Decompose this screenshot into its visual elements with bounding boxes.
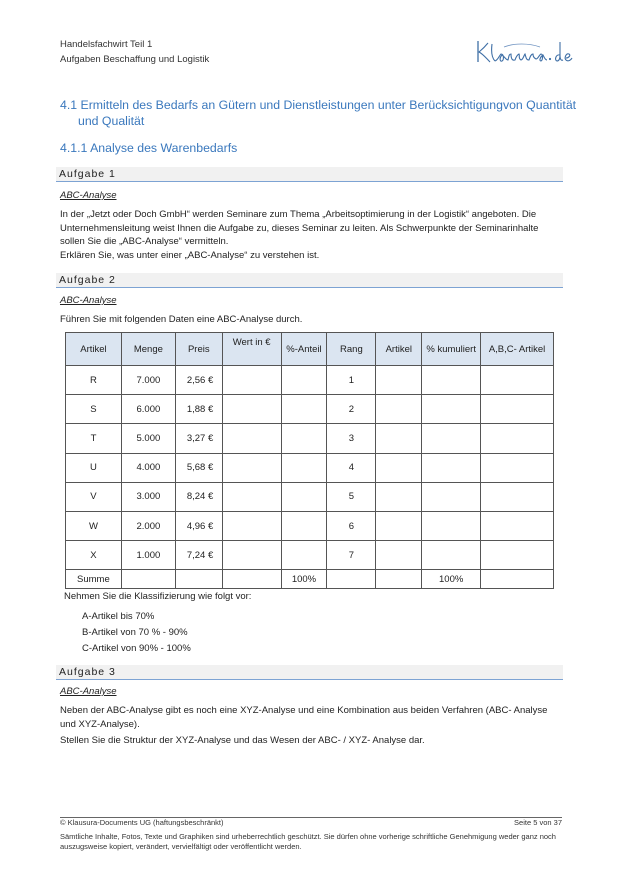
- cell-preis: 8,24 €: [175, 482, 222, 511]
- cell-preis: 3,27 €: [175, 424, 222, 453]
- page-header: [60, 37, 209, 67]
- cell-anteil: [281, 511, 327, 540]
- col-header-artikel-sorted: Artikel: [376, 333, 422, 366]
- cell-abc: [481, 366, 554, 395]
- cell-menge: 4.000: [121, 453, 175, 482]
- cell-wert: [222, 366, 281, 395]
- cell-artikel: X: [66, 541, 122, 570]
- cell-artikel-sorted: [376, 541, 422, 570]
- col-header-preis: Preis: [175, 333, 222, 366]
- cell-rang: 3: [327, 424, 376, 453]
- cell-sum-kumuliert: 100%: [422, 570, 481, 589]
- task1-paragraph: In der „Jetzt oder Doch GmbH“ werden Seminare zum Thema „Arbeitsoptimierung in der Logistik“ angeboten. Die Unternehmensleitung weist Ihnen die Aufgabe zu, dieses Seminar zu leiten. Als Schwerpunkte der Seminarinhalte sollen Sie die „ABC-Analyse“ vermitteln.: [60, 209, 539, 247]
- cell-abc: [481, 541, 554, 570]
- cell-artikel: S: [66, 395, 122, 424]
- task1-subtitle: ABC-Analyse: [60, 190, 117, 201]
- cell-abc: [481, 511, 554, 540]
- task2-title-bar: [56, 273, 563, 288]
- cell-sum-preis: [175, 570, 222, 589]
- header-course: Handelsfachwirt Teil 1: [60, 39, 153, 50]
- cell-kumuliert: [422, 482, 481, 511]
- col-header-kumuliert: % kumuliert: [422, 333, 481, 366]
- cell-rang: 1: [327, 366, 376, 395]
- cell-sum-menge: [121, 570, 175, 589]
- cell-artikel-sorted: [376, 511, 422, 540]
- cell-sum-artikel-sorted: [376, 570, 422, 589]
- cell-wert: [222, 482, 281, 511]
- classification-note: Nehmen Sie die Klassifizierung wie folgt vor:: [64, 591, 252, 602]
- cell-preis: 4,96 €: [175, 511, 222, 540]
- cell-artikel: T: [66, 424, 122, 453]
- cell-menge: 7.000: [121, 366, 175, 395]
- col-header-abc-artikel: A,B,C- Artikel: [481, 333, 554, 366]
- cell-wert: [222, 541, 281, 570]
- cell-rang: 5: [327, 482, 376, 511]
- table-row: [66, 453, 554, 482]
- task2-intro: Führen Sie mit folgenden Daten eine ABC-Analyse durch.: [60, 314, 303, 325]
- cell-anteil: [281, 366, 327, 395]
- cell-preis: 7,24 €: [175, 541, 222, 570]
- col-header-menge: Menge: [121, 333, 175, 366]
- task2-title: Aufgabe 2: [59, 274, 116, 286]
- cell-menge: 5.000: [121, 424, 175, 453]
- table-row: [66, 366, 554, 395]
- section-heading-4-1-1: 4.1.1 Analyse des Warenbedarfs: [60, 141, 238, 155]
- classification-list: [82, 609, 191, 657]
- cell-sum-rang: [327, 570, 376, 589]
- cell-anteil: [281, 395, 327, 424]
- cell-kumuliert: [422, 453, 481, 482]
- cell-sum-label: Summe: [66, 570, 122, 589]
- cell-kumuliert: [422, 395, 481, 424]
- class-a-item: A-Artikel bis 70%: [82, 611, 155, 622]
- cell-sum-anteil: 100%: [281, 570, 327, 589]
- footer-legal-notice: Sämtliche Inhalte, Fotos, Texte und Graphiken sind urheberrechtlich geschützt. Sie dürfen ohne vorherige schriftliche Genehmigung weder ganz noch auszugsweise kopiert, verändert, vervielfältigt oder veröffentlicht werden.: [60, 832, 556, 851]
- cell-artikel-sorted: [376, 453, 422, 482]
- col-header-anteil: %-Anteil: [281, 333, 327, 366]
- footer-copyright: © Klausura-Documents UG (haftungsbeschränkt): [60, 818, 224, 827]
- cell-wert: [222, 424, 281, 453]
- cell-kumuliert: [422, 511, 481, 540]
- cell-wert: [222, 395, 281, 424]
- task1-question: Erklären Sie, was unter einer „ABC-Analyse“ zu verstehen ist.: [60, 250, 320, 261]
- cell-rang: 4: [327, 453, 376, 482]
- cell-artikel-sorted: [376, 366, 422, 395]
- cell-artikel-sorted: [376, 482, 422, 511]
- task1-title: Aufgabe 1: [59, 168, 116, 180]
- table-row: [66, 395, 554, 424]
- col-header-wert: Wert in €: [222, 333, 281, 366]
- task2-subtitle: ABC-Analyse: [60, 295, 117, 306]
- cell-artikel: W: [66, 511, 122, 540]
- cell-abc: [481, 395, 554, 424]
- cell-artikel: U: [66, 453, 122, 482]
- cell-wert: [222, 511, 281, 540]
- class-b-item: B-Artikel von 70 % - 90%: [82, 627, 188, 638]
- cell-anteil: [281, 541, 327, 570]
- task1-title-bar: [56, 167, 563, 182]
- cell-kumuliert: [422, 541, 481, 570]
- cell-abc: [481, 453, 554, 482]
- cell-preis: 2,56 €: [175, 366, 222, 395]
- cell-artikel: R: [66, 366, 122, 395]
- cell-menge: 3.000: [121, 482, 175, 511]
- table-row: [66, 511, 554, 540]
- cell-sum-wert: [222, 570, 281, 589]
- cell-preis: 1,88 €: [175, 395, 222, 424]
- table-row: [66, 424, 554, 453]
- cell-rang: 7: [327, 541, 376, 570]
- cell-menge: 6.000: [121, 395, 175, 424]
- cell-kumuliert: [422, 366, 481, 395]
- task3-question: Stellen Sie die Struktur der XYZ-Analyse und das Wesen der ABC- / XYZ- Analyse dar.: [60, 735, 425, 746]
- col-header-artikel: Artikel: [66, 333, 122, 366]
- header-subject: Aufgaben Beschaffung und Logistik: [60, 54, 210, 65]
- cell-abc: [481, 424, 554, 453]
- task3-subtitle: ABC-Analyse: [60, 686, 117, 697]
- cell-menge: 2.000: [121, 511, 175, 540]
- table-row: [66, 541, 554, 570]
- cell-anteil: [281, 482, 327, 511]
- class-c-item: C-Artikel von 90% - 100%: [82, 643, 191, 654]
- table-header-row: [66, 333, 554, 366]
- task3-title: Aufgabe 3: [59, 666, 116, 678]
- cell-rang: 6: [327, 511, 376, 540]
- cell-rang: 2: [327, 395, 376, 424]
- cell-wert: [222, 453, 281, 482]
- task3-paragraph: Neben der ABC-Analyse gibt es noch eine XYZ-Analyse und eine Kombination aus beiden Verfahren (ABC- Analyse und XYZ-Analyse).: [60, 705, 548, 730]
- cell-anteil: [281, 424, 327, 453]
- cell-sum-abc: [481, 570, 554, 589]
- cell-anteil: [281, 453, 327, 482]
- footer-page-number: Seite 5 von 37: [514, 818, 562, 827]
- table-row: [66, 482, 554, 511]
- cell-preis: 5,68 €: [175, 453, 222, 482]
- cell-artikel-sorted: [376, 395, 422, 424]
- task3-title-bar: [56, 665, 563, 680]
- cell-artikel: V: [66, 482, 122, 511]
- table-sum-row: [66, 570, 554, 589]
- abc-analysis-table: [65, 332, 554, 589]
- section-heading-4-1: 4.1 Ermitteln des Bedarfs an Gütern und Dienstleistungen unter Berücksichtigungvon Quantität und Qualität: [60, 98, 577, 128]
- cell-kumuliert: [422, 424, 481, 453]
- col-header-rang: Rang: [327, 333, 376, 366]
- klausura-logo: [474, 38, 576, 66]
- cell-abc: [481, 482, 554, 511]
- cell-artikel-sorted: [376, 424, 422, 453]
- logo-graphic: [474, 38, 576, 66]
- cell-menge: 1.000: [121, 541, 175, 570]
